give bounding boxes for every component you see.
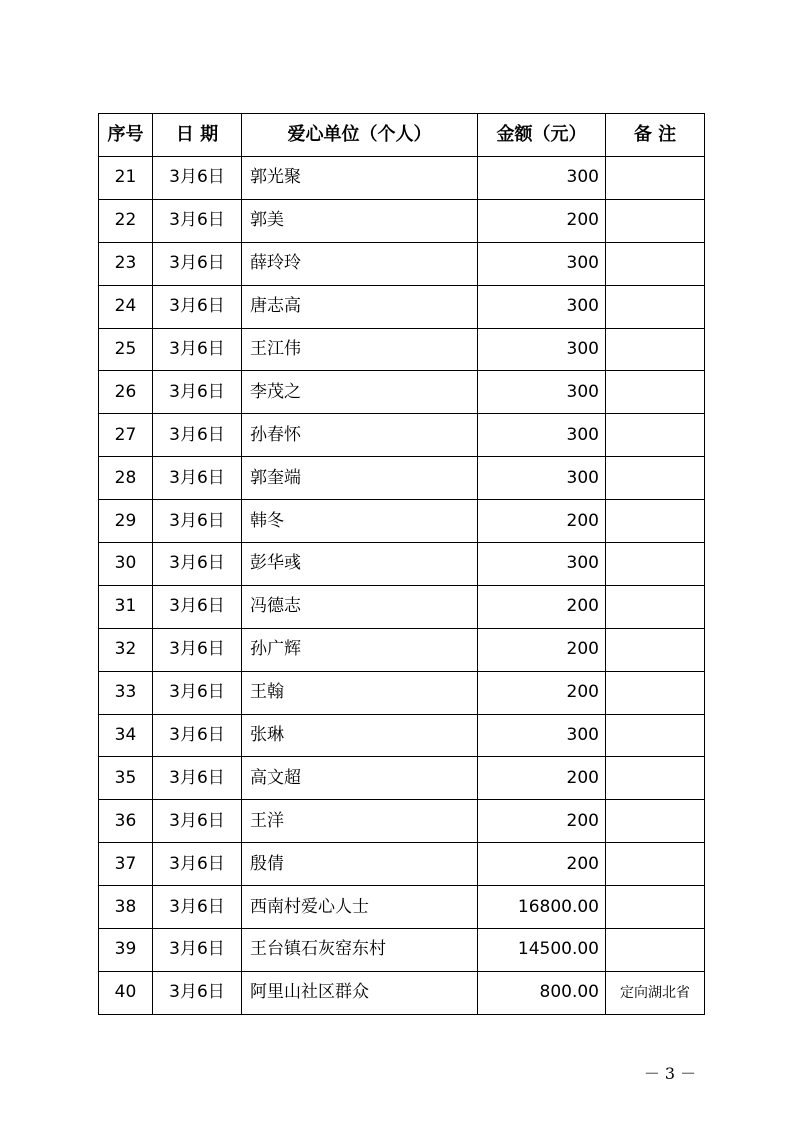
cell-donor: 韩冬 — [242, 500, 478, 543]
page-number: － 3 － — [643, 1064, 697, 1083]
table-row — [99, 843, 705, 886]
cell-note — [606, 242, 705, 285]
table-row — [99, 285, 705, 328]
cell-note — [606, 671, 705, 714]
cell-amount: 200 — [478, 843, 606, 886]
cell-seq: 35 — [99, 757, 153, 800]
table-row — [99, 543, 705, 586]
cell-amount: 300 — [478, 157, 606, 200]
cell-note — [606, 500, 705, 543]
table-row — [99, 714, 705, 757]
cell-date: 3月6日 — [153, 371, 242, 414]
cell-seq: 23 — [99, 242, 153, 285]
table-row — [99, 628, 705, 671]
cell-note — [606, 371, 705, 414]
cell-date: 3月6日 — [153, 757, 242, 800]
cell-amount: 300 — [478, 328, 606, 371]
cell-note — [606, 628, 705, 671]
cell-date: 3月6日 — [153, 414, 242, 457]
cell-date: 3月6日 — [153, 971, 242, 1014]
cell-donor: 郭奎端 — [242, 457, 478, 500]
cell-amount: 200 — [478, 500, 606, 543]
cell-seq: 26 — [99, 371, 153, 414]
cell-donor: 王江伟 — [242, 328, 478, 371]
table-row — [99, 757, 705, 800]
cell-amount: 14500.00 — [478, 929, 606, 972]
cell-seq: 27 — [99, 414, 153, 457]
cell-seq: 31 — [99, 585, 153, 628]
cell-date: 3月6日 — [153, 886, 242, 929]
cell-note — [606, 328, 705, 371]
cell-donor: 郭光聚 — [242, 157, 478, 200]
cell-note — [606, 457, 705, 500]
header-seq: 序号 — [99, 114, 153, 157]
table-row — [99, 457, 705, 500]
header-amount: 金额（元） — [478, 114, 606, 157]
cell-note — [606, 714, 705, 757]
cell-amount: 200 — [478, 585, 606, 628]
table-row — [99, 886, 705, 929]
cell-amount: 200 — [478, 671, 606, 714]
table-row — [99, 800, 705, 843]
cell-note: 定向湖北省 — [606, 971, 705, 1014]
cell-date: 3月6日 — [153, 500, 242, 543]
cell-date: 3月6日 — [153, 585, 242, 628]
table-row — [99, 585, 705, 628]
cell-donor: 王洋 — [242, 800, 478, 843]
cell-seq: 33 — [99, 671, 153, 714]
cell-seq: 37 — [99, 843, 153, 886]
cell-donor: 西南村爱心人士 — [242, 886, 478, 929]
table-row — [99, 414, 705, 457]
cell-amount: 300 — [478, 457, 606, 500]
table-row — [99, 242, 705, 285]
cell-date: 3月6日 — [153, 800, 242, 843]
cell-seq: 36 — [99, 800, 153, 843]
cell-note — [606, 929, 705, 972]
table-row — [99, 671, 705, 714]
cell-date: 3月6日 — [153, 543, 242, 586]
cell-seq: 38 — [99, 886, 153, 929]
table-row — [99, 371, 705, 414]
cell-seq: 29 — [99, 500, 153, 543]
cell-note — [606, 543, 705, 586]
cell-amount: 800.00 — [478, 971, 606, 1014]
cell-date: 3月6日 — [153, 714, 242, 757]
table-row — [99, 157, 705, 200]
cell-note — [606, 285, 705, 328]
cell-date: 3月6日 — [153, 457, 242, 500]
cell-date: 3月6日 — [153, 199, 242, 242]
cell-amount: 200 — [478, 628, 606, 671]
table-row — [99, 929, 705, 972]
cell-note — [606, 757, 705, 800]
cell-seq: 28 — [99, 457, 153, 500]
cell-amount: 200 — [478, 199, 606, 242]
cell-seq: 25 — [99, 328, 153, 371]
cell-note — [606, 585, 705, 628]
cell-amount: 300 — [478, 414, 606, 457]
cell-date: 3月6日 — [153, 671, 242, 714]
cell-note — [606, 414, 705, 457]
cell-note — [606, 886, 705, 929]
cell-seq: 34 — [99, 714, 153, 757]
cell-amount: 300 — [478, 543, 606, 586]
cell-seq: 22 — [99, 199, 153, 242]
table-body — [99, 157, 705, 1015]
cell-donor: 唐志高 — [242, 285, 478, 328]
cell-donor: 冯德志 — [242, 585, 478, 628]
cell-date: 3月6日 — [153, 628, 242, 671]
table-header-row — [99, 114, 705, 157]
header-date: 日 期 — [153, 114, 242, 157]
cell-note — [606, 843, 705, 886]
cell-donor: 王台镇石灰窑东村 — [242, 929, 478, 972]
cell-amount: 200 — [478, 800, 606, 843]
cell-donor: 王翰 — [242, 671, 478, 714]
cell-seq: 21 — [99, 157, 153, 200]
cell-date: 3月6日 — [153, 242, 242, 285]
table-row — [99, 971, 705, 1014]
table-row — [99, 500, 705, 543]
cell-donor: 阿里山社区群众 — [242, 971, 478, 1014]
cell-seq: 40 — [99, 971, 153, 1014]
cell-date: 3月6日 — [153, 157, 242, 200]
cell-donor: 郭美 — [242, 199, 478, 242]
cell-note — [606, 800, 705, 843]
cell-date: 3月6日 — [153, 843, 242, 886]
cell-note — [606, 199, 705, 242]
cell-note — [606, 157, 705, 200]
cell-donor: 李茂之 — [242, 371, 478, 414]
cell-donor: 薛玲玲 — [242, 242, 478, 285]
cell-donor: 孙春怀 — [242, 414, 478, 457]
header-donor: 爱心单位（个人） — [242, 114, 478, 157]
cell-amount: 300 — [478, 285, 606, 328]
cell-amount: 300 — [478, 714, 606, 757]
table-row — [99, 328, 705, 371]
cell-donor: 彭华彧 — [242, 543, 478, 586]
cell-seq: 32 — [99, 628, 153, 671]
cell-donor: 高文超 — [242, 757, 478, 800]
donation-table — [98, 113, 705, 1015]
cell-donor: 张琳 — [242, 714, 478, 757]
cell-seq: 30 — [99, 543, 153, 586]
cell-date: 3月6日 — [153, 285, 242, 328]
cell-donor: 孙广辉 — [242, 628, 478, 671]
table-row — [99, 199, 705, 242]
cell-date: 3月6日 — [153, 929, 242, 972]
cell-donor: 殷倩 — [242, 843, 478, 886]
header-note: 备 注 — [606, 114, 705, 157]
cell-amount: 200 — [478, 757, 606, 800]
cell-amount: 300 — [478, 371, 606, 414]
cell-date: 3月6日 — [153, 328, 242, 371]
cell-amount: 300 — [478, 242, 606, 285]
cell-seq: 24 — [99, 285, 153, 328]
cell-seq: 39 — [99, 929, 153, 972]
cell-amount: 16800.00 — [478, 886, 606, 929]
